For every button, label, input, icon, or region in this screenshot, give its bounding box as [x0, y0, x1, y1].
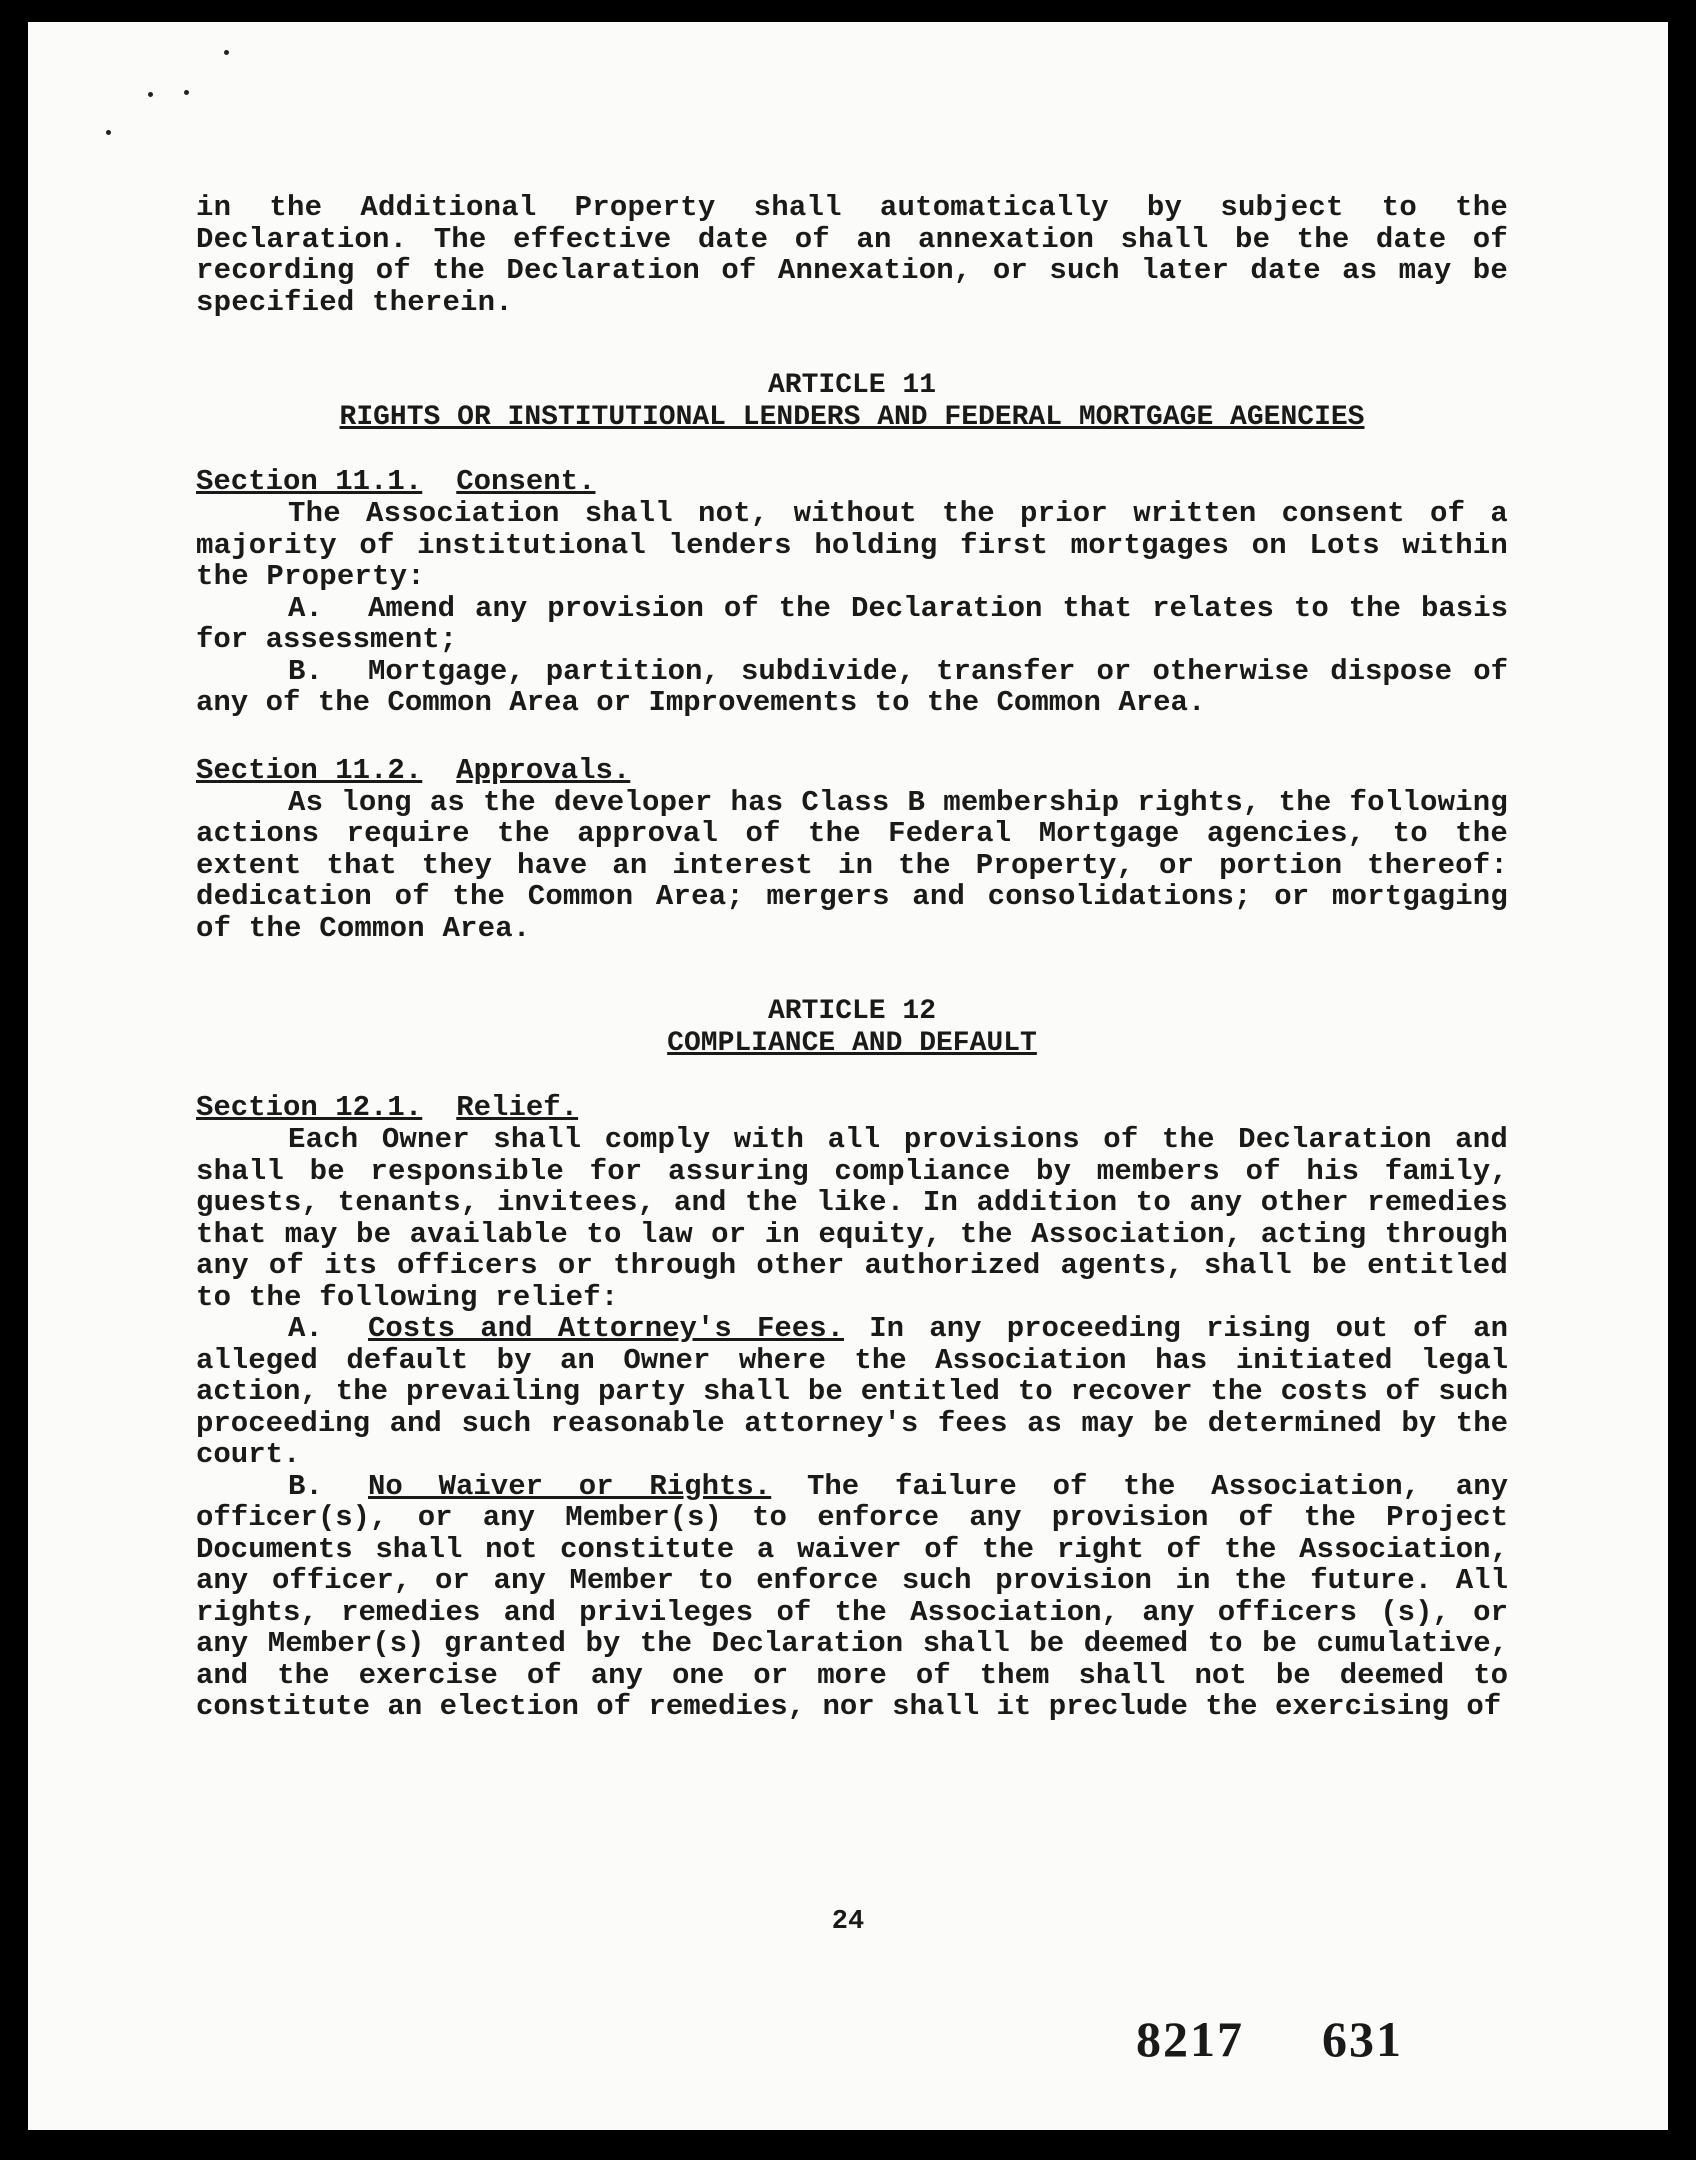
- item-text: The failure of the Association, any officer(s), or any Member(s) to enforce any provision of the Project Documents shall not constitute a waiver of the right of the Association, any officer, or any Member to enforce such provision in the future. All rights, remedies and privileges of the Association, any officers (s), or any Member(s) granted by the Declaration shall be deemed to be cumulative, and the exercise of any one or more of them shall not be deemed to constitute an election of remedies, nor shall it preclude the exercising of: [196, 1469, 1509, 1723]
- reference-number-right: 631: [1322, 2011, 1403, 2067]
- item-label: B.: [288, 1469, 323, 1503]
- section-number: Section 11.1.: [196, 465, 423, 498]
- document-page: [28, 22, 1668, 2130]
- section-12-1-item-a: [196, 1313, 1508, 1471]
- article-12-title: COMPLIANCE AND DEFAULT: [667, 1028, 1037, 1059]
- intro-paragraph: in the Additional Property shall automatically by subject to the Declaration. The effective date of an annexation shall be the date of recording of the Declaration of Annexation, or such later date as may be specified therein.: [196, 191, 1508, 319]
- section-12-1-heading: [196, 1092, 1508, 1124]
- section-11-2-heading: [196, 755, 1508, 787]
- item-label: B.: [288, 654, 323, 688]
- article-12-heading: ARTICLE 12: [767, 996, 937, 1027]
- item-title: Costs and Attorney's Fees.: [368, 1312, 844, 1345]
- page-number: 24: [831, 1907, 865, 1937]
- document-body: [196, 192, 1508, 1723]
- section-12-1-item-b: [196, 1471, 1508, 1723]
- section-number: Section 12.1.: [196, 1091, 423, 1124]
- item-label: A.: [288, 1312, 323, 1345]
- section-11-1-item-b: [196, 656, 1508, 719]
- scan-speck: [148, 92, 153, 97]
- section-11-1-item-a: [196, 593, 1508, 656]
- article-11-heading: ARTICLE 11: [767, 370, 937, 401]
- item-text: Amend any provision of the Declaration that relates to the basis for assessment;: [196, 591, 1508, 656]
- section-11-1-body: The Association shall not, without the prior written consent of a majority of institutional lenders holding first mortgages on Lots within the Property:: [196, 497, 1508, 593]
- section-11-2-body: As long as the developer has Class B membership rights, the following actions require the approval of the Federal Mortgage agencies, to the extent that they have an interest in the Property, or portion thereof: dedication of the Common Area; mergers and consolidations; or mortgaging of the Common Area.: [196, 785, 1508, 945]
- section-12-1-body: Each Owner shall comply with all provisions of the Declaration and shall be responsible for assuring compliance by members of his family, guests, tenants, invitees, and the like. In addition to any other remedies that may be available to law or in equity, the Association, acting through any of its officers or through other authorized agents, shall be entitled to the following relief:: [196, 1123, 1508, 1314]
- item-title: No Waiver or Rights.: [368, 1469, 772, 1503]
- scan-speck: [106, 130, 111, 135]
- scan-speck: [224, 50, 229, 55]
- document-reference-number: [1136, 2010, 1403, 2068]
- section-name: Relief.: [456, 1091, 579, 1124]
- section-name: Approvals.: [456, 753, 631, 787]
- article-11-title: RIGHTS OR INSTITUTIONAL LENDERS AND FEDERAL MORTGAGE AGENCIES: [339, 402, 1365, 433]
- section-number: Section 11.2.: [196, 753, 423, 787]
- item-label: A.: [288, 591, 323, 625]
- scan-speck: [184, 90, 189, 95]
- reference-number-left: 8217: [1136, 2011, 1244, 2067]
- section-11-1-heading: [196, 466, 1508, 498]
- item-text: In any proceeding rising out of an alleged default by an Owner where the Association has initiated legal action, the prevailing party shall be entitled to recover the costs of such proceeding and such reasonable attorney's fees as may be determined by the court.: [196, 1312, 1508, 1471]
- section-name: Consent.: [456, 465, 596, 498]
- item-text: Mortgage, partition, subdivide, transfer or otherwise dispose of any of the Common Area or Improvements to the Common Area.: [196, 654, 1508, 719]
